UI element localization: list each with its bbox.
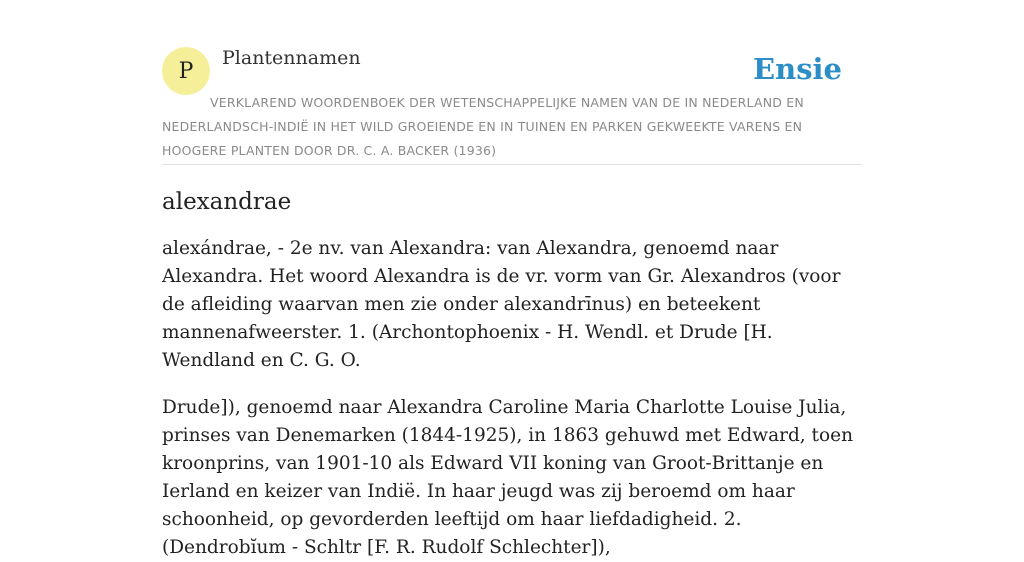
site-title[interactable]: Plantennamen: [222, 47, 361, 69]
entry-title: alexandrae: [162, 189, 292, 215]
site-subtitle: VERKLAREND WOORDENBOEK DER WETENSCHAPPELIJKE NAMEN VAN DE IN NEDERLAND EN NEDERLANDSCH-INDIË IN HET WILD GROEIENDE EN IN TUINEN EN PARKEN GEKWEEKTE VARENS EN HOOGERE PLANTEN DOOR DR. C. A. BACKER (1936): [162, 95, 804, 158]
brand-logo[interactable]: Ensie: [753, 52, 842, 86]
site-header: [162, 40, 862, 165]
site-avatar[interactable]: P: [162, 47, 210, 95]
entry-paragraph: Drude]), genoemd naar Alexandra Caroline Maria Charlotte Louise Julia, prinses van Denemarken (1844-1925), in 1863 gehuwd met Edward, toen kroonprins, van 1901-10 als Edward VII koning van Groot-Brittanje en Ierland en keizer van Indië. In haar jeugd was zij beroemd om haar schoonheid, op gevorderden leeftijd om haar liefdadigheid. 2. (Dendrobĭum - Schltr [F. R. Rudolf Schlechter]),: [162, 397, 853, 558]
entry-paragraph: alexándrae, - 2e nv. van Alexandra: van Alexandra, genoemd naar Alexandra. Het woord Alexandra is de vr. vorm van Gr. Alexandros (voor de afleiding waarvan men zie onder alexandrīnus) en beteekent mannenafweerster. 1. (Archontophoenix - H. Wendl. et Drude [H. Wendland en C. G. O.: [162, 238, 841, 371]
page: [162, 40, 862, 562]
